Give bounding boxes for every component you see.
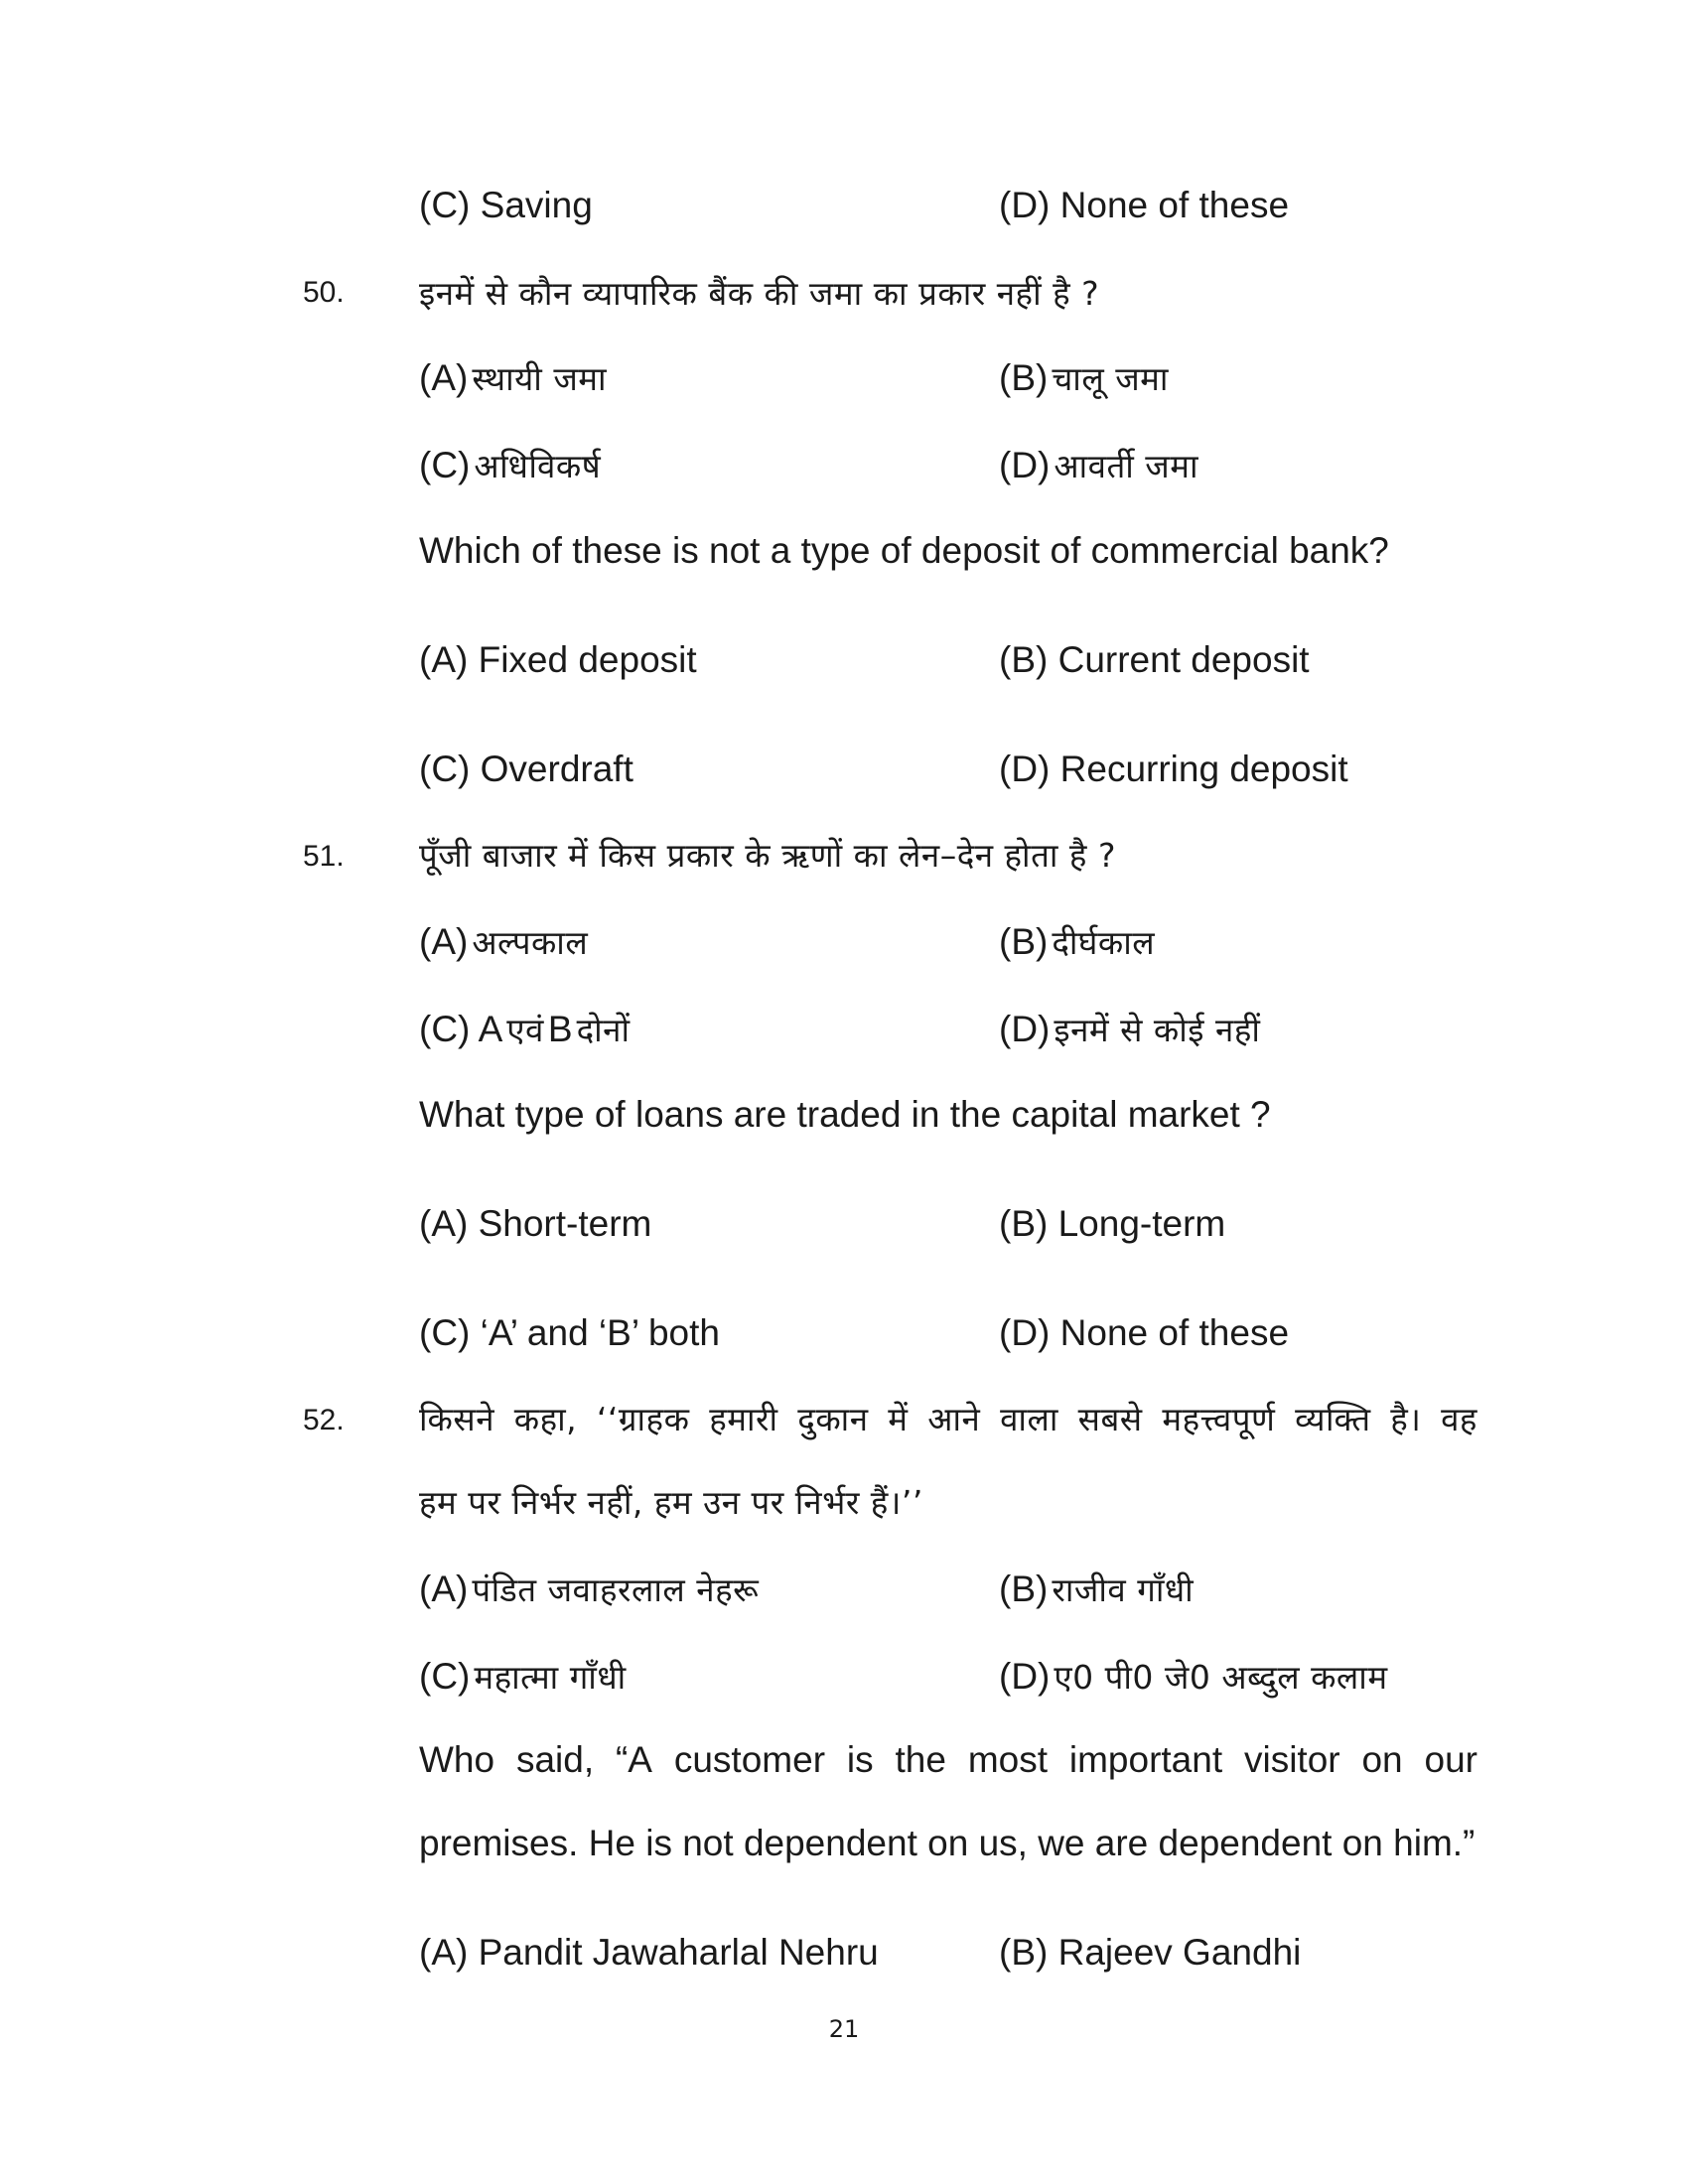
word: said, bbox=[515, 1739, 595, 1780]
option-text: आवर्ती जमा bbox=[1054, 447, 1199, 485]
word: customer bbox=[673, 1739, 826, 1780]
word: वाला bbox=[1000, 1400, 1058, 1438]
option-text: अधिविकर्ष bbox=[474, 447, 602, 485]
word: our bbox=[1424, 1739, 1477, 1780]
word: कहा, bbox=[513, 1400, 578, 1438]
word: व्यक्ति bbox=[1295, 1400, 1371, 1438]
option-text: पंडित जवाहरलाल नेहरू bbox=[472, 1570, 760, 1609]
question-number-51: 51. bbox=[303, 840, 345, 873]
question-number-50: 50. bbox=[303, 276, 345, 309]
option-text: महात्मा गाँधी bbox=[474, 1658, 627, 1697]
page-number: 21 bbox=[828, 2015, 860, 2043]
option-text: ए0 पी0 जे0 अब्दुल कलाम bbox=[1054, 1658, 1388, 1697]
option-prefix: (A) bbox=[419, 921, 469, 962]
word: वह bbox=[1441, 1400, 1477, 1438]
q50-hindi-option-b bbox=[999, 355, 1169, 400]
q52-hindi-option-b bbox=[999, 1567, 1194, 1611]
q50-hindi-option-c bbox=[419, 443, 601, 487]
q50-english-option-a: (A) Fixed deposit bbox=[419, 639, 697, 680]
word: महत्त्वपूर्ण bbox=[1162, 1400, 1276, 1438]
prev-option-c: (C) Saving bbox=[419, 185, 593, 225]
word: on bbox=[1361, 1739, 1403, 1780]
word: ‘‘ग्राहक bbox=[596, 1400, 690, 1438]
option-prefix: (C) A bbox=[419, 1009, 503, 1049]
option-text: अल्पकाल bbox=[472, 923, 589, 962]
word: important bbox=[1068, 1739, 1223, 1780]
option-prefix: (A) bbox=[419, 357, 469, 398]
option-prefix: (B) bbox=[999, 921, 1049, 962]
q51-english-question: What type of loans are traded in the capital market ? bbox=[419, 1094, 1271, 1135]
q51-hindi-option-a bbox=[419, 919, 588, 964]
option-text: राजीव गाँधी bbox=[1052, 1570, 1195, 1609]
option-prefix: (D) bbox=[999, 1656, 1051, 1697]
option-prefix: (A) bbox=[419, 1569, 469, 1609]
option-text: स्थायी जमा bbox=[472, 359, 608, 398]
word: visitor bbox=[1243, 1739, 1340, 1780]
q52-english-option-a: (A) Pandit Jawaharlal Nehru bbox=[419, 1932, 879, 1973]
q50-english-option-d: (D) Recurring deposit bbox=[999, 749, 1348, 789]
option-letter: B bbox=[547, 1009, 573, 1049]
q52-english-question-line-1 bbox=[419, 1739, 1477, 1781]
word: सबसे bbox=[1077, 1400, 1143, 1438]
word: most bbox=[967, 1739, 1048, 1780]
q52-hindi-option-a bbox=[419, 1567, 759, 1611]
word: the bbox=[895, 1739, 946, 1780]
word: दुकान bbox=[797, 1400, 869, 1438]
prev-option-d: (D) None of these bbox=[999, 185, 1290, 225]
word: Who bbox=[419, 1739, 495, 1780]
q51-hindi-option-d bbox=[999, 1007, 1260, 1051]
q51-english-option-c: (C) ‘A’ and ‘B’ both bbox=[419, 1312, 720, 1353]
q51-english-option-a: (A) Short-term bbox=[419, 1203, 652, 1244]
word: में bbox=[888, 1400, 909, 1438]
word: हमारी bbox=[709, 1400, 778, 1438]
word: “A bbox=[615, 1739, 652, 1780]
q52-hindi-option-c bbox=[419, 1654, 627, 1699]
q50-english-option-b: (B) Current deposit bbox=[999, 639, 1310, 680]
word: है। bbox=[1390, 1400, 1422, 1438]
option-text: इनमें से कोई नहीं bbox=[1054, 1011, 1261, 1049]
q50-english-question: Which of these is not a type of deposit of commercial bank? bbox=[419, 530, 1389, 571]
q50-hindi-question: इनमें से कौन व्यापारिक बैंक की जमा का प्रकार नहीं है ? bbox=[419, 274, 1100, 313]
option-prefix: (C) bbox=[419, 1656, 471, 1697]
question-number-52: 52. bbox=[303, 1404, 345, 1436]
q50-hindi-option-d bbox=[999, 443, 1198, 487]
option-text: दोनों bbox=[576, 1011, 631, 1049]
option-text: दीर्घकाल bbox=[1052, 923, 1156, 962]
option-prefix: (D) bbox=[999, 1009, 1051, 1049]
option-prefix: (B) bbox=[999, 357, 1049, 398]
option-text: चालू जमा bbox=[1052, 359, 1169, 398]
q51-hindi-option-b bbox=[999, 919, 1155, 964]
q52-hindi-option-d bbox=[999, 1654, 1388, 1699]
option-prefix: (B) bbox=[999, 1569, 1049, 1609]
q50-english-option-c: (C) Overdraft bbox=[419, 749, 633, 789]
word: आने bbox=[927, 1400, 981, 1438]
q50-hindi-option-a bbox=[419, 355, 607, 400]
q52-english-question-line-2: premises. He is not dependent on us, we are dependent on him.” bbox=[419, 1823, 1476, 1863]
q52-english-option-b: (B) Rajeev Gandhi bbox=[999, 1932, 1302, 1973]
option-text: एवं bbox=[506, 1011, 544, 1049]
q52-hindi-question-line-1 bbox=[419, 1396, 1477, 1440]
q51-hindi-question: पूँजी बाजार में किस प्रकार के ऋणों का लेन–देन होता है ? bbox=[419, 836, 1116, 875]
word: is bbox=[846, 1739, 874, 1780]
option-prefix: (C) bbox=[419, 445, 471, 485]
q51-english-option-b: (B) Long-term bbox=[999, 1203, 1226, 1244]
q51-hindi-option-c bbox=[419, 1007, 631, 1051]
q51-english-option-d: (D) None of these bbox=[999, 1312, 1290, 1353]
q52-hindi-question-line-2: हम पर निर्भर नहीं, हम उन पर निर्भर हैं।’’ bbox=[419, 1483, 923, 1522]
word: किसने bbox=[419, 1400, 495, 1438]
option-prefix: (D) bbox=[999, 445, 1051, 485]
